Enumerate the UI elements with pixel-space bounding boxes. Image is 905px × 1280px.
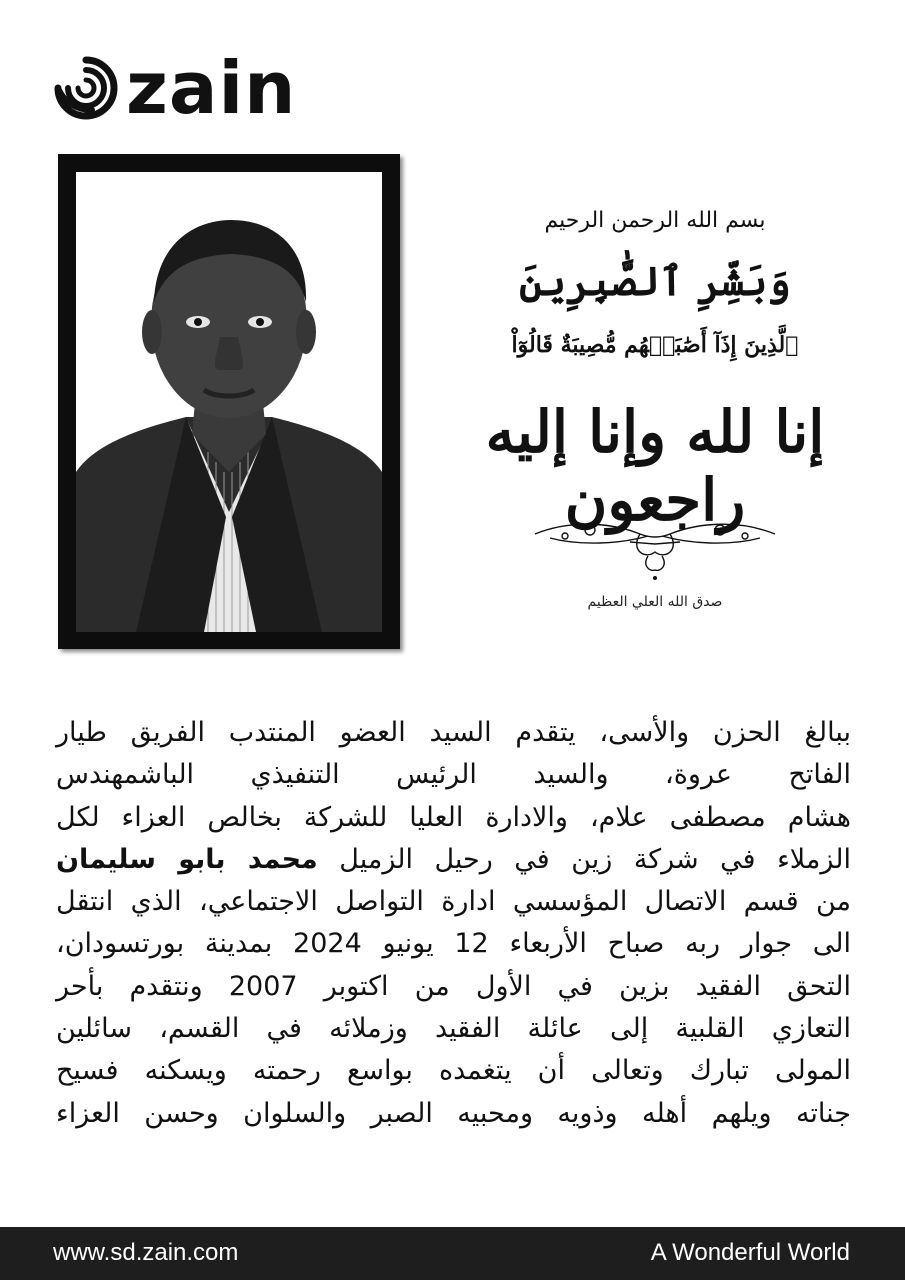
bismillah: بسم الله الرحمن الرحيم — [544, 208, 766, 233]
message-line: جناته ويلهم أهله وذويه ومحبيه الصبر والسلوان وحسن العزاء — [56, 1097, 851, 1129]
message-line: الى جوار ربه صباح الأربعاء 12 يونيو 2024 بمدينة بورتسودان، — [56, 928, 852, 960]
verse-closing: صدق الله العلي العظيم — [587, 594, 723, 610]
memorial-photo-frame — [58, 154, 400, 649]
portrait-photo-icon — [76, 172, 382, 632]
calligraphic-flourish-icon — [530, 512, 780, 582]
memorial-portrait — [76, 172, 382, 632]
message-line: التعازي القلبية إلى عائلة الفقيد وزملائه في القسم، سائلين — [56, 1013, 851, 1045]
message-line: هشام مصطفى علام، والادارة العليا للشركة بخالص العزاء لكل — [56, 801, 851, 833]
footer-bar — [0, 1227, 905, 1280]
zain-swirl-icon — [52, 54, 120, 122]
message-line: ببالغ الحزن والأسى، يتقدم السيد العضو المنتدب الفريق طيار — [56, 717, 851, 748]
footer-website-link[interactable]: www.sd.zain.com — [53, 1239, 239, 1266]
zain-wordmark: zain — [126, 46, 297, 130]
condolence-message — [56, 712, 851, 1135]
message-line: المولى تبارك وتعالى أن يتغمده بواسع رحمته ويسكنه فسيح — [56, 1055, 851, 1087]
footer-slogan: A Wonderful World — [650, 1239, 850, 1266]
zain-logo — [52, 46, 297, 130]
message-line-prefix: الزملاء في شركة زين في رحيل الزميل — [317, 843, 851, 875]
deceased-name: محمد بابو سليمان — [56, 843, 318, 875]
quran-verse-block — [470, 200, 840, 620]
message-line-with-name — [56, 839, 851, 881]
verse-line-3: إنا لله وإنا إليه راجعون — [485, 398, 825, 534]
message-line: التحق الفقيد بزين في الأول من اكتوبر 2007 ونتقدم بأحر — [56, 970, 851, 1002]
verse-line-2: ٱلَّذِينَ إِذَآ أَصَٰبَتۡهُم مُّصِيبَةٌ قَالُوٓاْ — [511, 332, 799, 358]
message-line: الفاتح عروة، والسيد الرئيس التنفيذي الباشمهندس — [56, 759, 851, 791]
message-line: من قسم الاتصال المؤسسي ادارة التواصل الاجتماعي، الذي انتقل — [56, 886, 851, 918]
verse-line-1: وَبَشِّرِ ٱلصَّٰبِرِينَ — [519, 258, 791, 305]
